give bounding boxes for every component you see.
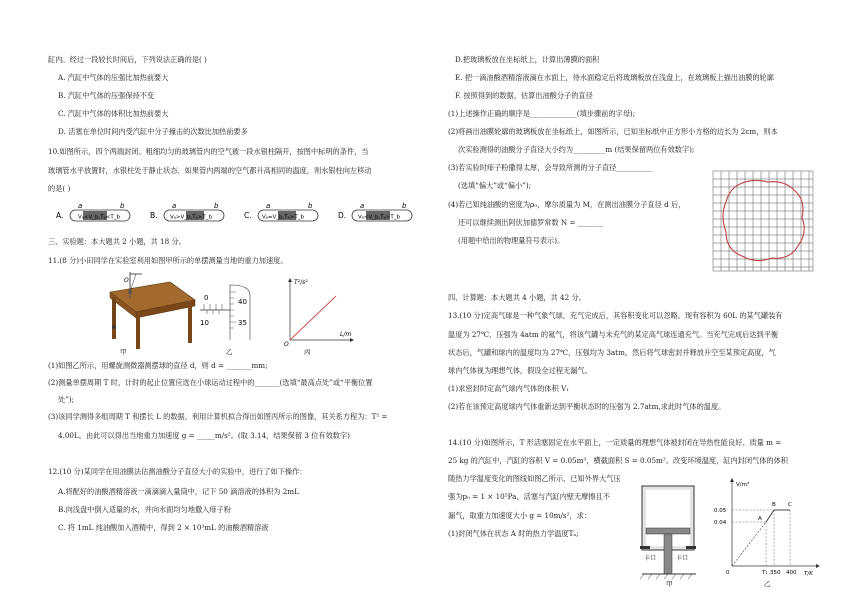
q11-part2: (2)测量单摆周期 T 时，计时的起止位置应选在小球运动过程中的_______(选填“最高点处”或“平衡位置 [48,378,373,387]
micrometer-figure [200,285,250,355]
q10-tube-options [48,200,428,226]
tube-cond-b: Vₐ>V_b,Tₐ>T_b [170,214,212,221]
tube-letter-a: A. [56,211,64,220]
q12-step-f: F. 按照得到的数据，估算出油酸分子的直径 [455,91,593,100]
v-t-graph [712,476,822,590]
q12-part3: (3)若实验时痱子粉撒得太厚，会导致所测的分子直径__________ [448,163,653,172]
q12-step-e: E. 把一滴油酸酒精溶液滴在水面上，待水面稳定后将玻璃板放在浅盘上，在玻璃板上描出油膜的轮廓 [455,73,774,82]
cylinder-figure [636,480,706,588]
q12-part1: (1)上述操作正确的顺序是_____________(填步骤前的字母); [448,109,636,118]
t2-l-graph [284,278,354,355]
tick-400: 400 [786,570,797,576]
q11-part2-cont: 处”); [58,395,75,404]
fig-yi-label: 乙 [226,348,233,355]
tube-label-a: a [78,202,83,210]
point-a-label: A [758,516,762,522]
fig-jia2-label: 甲 [666,580,673,588]
q12-part4: (4)若已知纯油酸的密度为ρ₀，摩尔质量为 M，在测出油膜分子直径 d 后， [448,200,686,209]
tube-letter-d: D. [338,211,347,220]
q12-part3-cont: (选填“偏大”或“偏小”); [458,181,532,190]
tube-option-c [244,202,318,221]
q13-stem-2: 温度为 27℃、压强为 4atm 的氦气，将该气罐与未充气的某定高气球连通充气。当充气完成后达到平衡 [448,330,779,339]
tick-0-05: 0.05 [714,508,727,514]
axis-t2-label: T²/s² [294,279,308,286]
q12-step-a: A.将配好的油酸酒精溶液一滴滴滴入量筒中，记下 50 滴溶液的体积为 2mL [58,487,299,496]
q12-part2-cont: 次实验测得的油酸分子直径大小约为_________m (结果保留两位有效数字); [458,145,695,154]
q12-part4-note: (用题中给出的物理量符号表示)。 [458,236,565,245]
q14-part1: (1)封闭气体在状态 A 时的热力学温度Tₐ; [448,529,579,538]
q12-step-b: B.向浅盘中倒入适量的水，并向水面均匀地撒入痱子粉 [58,505,231,514]
tube-option-a [56,202,130,221]
tube-cond-a: Vₐ<V_b,Tₐ<T_b [78,214,120,221]
tube-cond-d: Vₐ<V_b,Tₐ>T_b [358,214,400,221]
stop-label-right: 卡口 [676,555,689,562]
stop-label-left: 卡口 [644,555,657,562]
tick-t1: T₁ [762,570,768,576]
axis-l-label: L/m [340,331,352,338]
tube-option-b [150,202,224,221]
q12-stem: 12.(10 分)某同学在用油膜法估测油酸分子直径大小的实验中，进行了如下操作： [48,467,307,476]
q13-stem-1: 13.(10 分)定高气球是一种气象气球，充气完成后，其容积变化可以忽略。现有容积为 60L 的某气罐装有 [448,311,783,320]
q14-stem-1: 14.(10 分)如图所示，T 形活塞固定在水平面上，一定质量的理想气体被封闭在导热性能良好、质量 m = [448,438,782,447]
q12-step-c: C. 将 1mL 纯油酸加入酒精中，得到 2 × 10³mL 的油酸酒精溶液 [58,523,269,532]
tube-label-a: a [266,202,271,210]
fig-bing-label: 丙 [304,348,311,355]
q10-stem-3: 的是( ) [48,184,71,193]
tick-0-04: 0.04 [714,520,727,526]
tube-label-b: b [308,202,313,210]
pivot-label: O [124,277,129,284]
scale-10: 10 [200,319,209,327]
q12-part4-cont: 还可以继续测出阿伏加德罗常数 N = _______ [458,218,603,227]
tube-letter-b: B. [150,211,158,220]
scale-40: 40 [238,298,247,306]
q11-part3: (3)该同学测得多组周期 T 和摆长 L 的数据，利用计算机拟合得出如图丙所示的图像，其关系方程为：T² = [48,412,388,421]
tube-option-d [338,202,412,221]
scale-35: 35 [238,319,247,327]
q10-stem-2: 玻璃管水平放置时，水银柱处于静止状态．如果管内两端的空气都升高相同的温度，则水银柱向左移动 [48,166,372,175]
q14-stem-3: 随热力学温度变化的图线如图乙所示，已知外界大气压 [448,474,621,483]
q13-stem-4: 球内气体视为理想气体，假设全过程无漏气。 [448,366,592,375]
pendulum-table-figure [110,272,195,355]
q13-part1: (1)求密封时定高气球内气体的体积 V₁ [448,384,570,393]
q9-option-d: D. 活塞在单位时间内受汽缸中分子撞击的次数比加热前要多 [58,127,248,136]
fig-yi2-label: 乙 [764,580,771,588]
point-c-label: C [788,502,792,508]
q9-option-a: A. 汽缸中气体的压强比加热前要大 [58,73,169,82]
tube-cond-c: Vₐ=V_b,Tₐ>T_b [262,214,304,221]
q12-step-d: D.把玻璃板放在坐标纸上，计算出薄膜的面积 [455,55,600,64]
origin-label: O [284,341,289,348]
q13-part2: (2)若在该预定高度球内气体重新达到平衡状态时的压强为 2.7atm,求此时气体的温度。 [448,402,726,411]
section-3-heading: 三、实验题：本大题共 2 小题，共 18 分。 [48,237,186,246]
oil-film-grid [712,170,816,274]
tube-label-b: b [214,202,219,210]
q11-part3-cont: 4.00L。由此可以得出当地重力加速度 g = _____m/s²。(取 3.14，结果保留 3 位有效数字) [58,431,350,440]
q14-stem-5: 漏气，取重力加速度大小 g = 10m/s²，求： [448,511,592,520]
scale-0: 0 [204,294,209,302]
fig-jia-label: 甲 [120,348,127,355]
q11-figures [100,270,380,355]
q11-stem: 11.(8 分)小田同学在实验室利用如图甲所示的单摆测量当地的重力加速度。 [48,256,288,265]
axis-v-label: V/m³ [736,482,750,488]
tick-0: 0 [726,570,730,576]
q9-option-c: C. 汽缸中气体的体积比加热前要大 [58,109,169,118]
section-4-heading: 四、计算题：本大题共 4 小题，共 42 分。 [448,293,586,302]
tube-label-b: b [120,202,125,210]
q9-stem-end: 缸内。经过一段较长时间后，下列说法正确的是( ) [48,55,207,64]
q9-option-b: B. 汽缸中气体的压强保持不变 [58,91,155,100]
q14-stem-4: 强为p₀ = 1 × 10⁵Pa，活塞与汽缸内壁无摩擦且不 [448,492,610,501]
point-b-label: B [772,502,776,508]
tube-label-a: a [360,202,365,210]
tick-350: 350 [770,570,781,576]
tube-letter-c: C. [244,211,252,220]
tube-label-a: a [172,202,177,210]
axis-t-label: T/K [804,571,813,577]
q12-part2: (2)将画出油膜轮廓的玻璃板放在坐标纸上，如图所示，已知坐标纸中正方形小方格的边长为 2cm，则本 [448,127,778,136]
q11-part1: (1)如图乙所示，用螺旋测微器测摆球的直径 d，则 d = _______mm; [48,361,268,370]
q13-stem-3: 状态后，气罐和球内的温度均为 27℃，压强均为 3atm，然后将气球密封并释放升空至某预定高度，气 [448,348,776,357]
q10-stem-1: 10.如图所示，四个两端封闭、粗细均匀的玻璃管内的空气被一段水银柱隔开，按图中标明的条件，当 [48,147,369,156]
tube-label-b: b [402,202,407,210]
q14-stem-2: 25 kg 的汽缸中，汽缸的容积 V = 0.05m³，横截面积 S = 0.05m²。改变环境温度，缸内封闭气体的体积 [448,456,788,465]
